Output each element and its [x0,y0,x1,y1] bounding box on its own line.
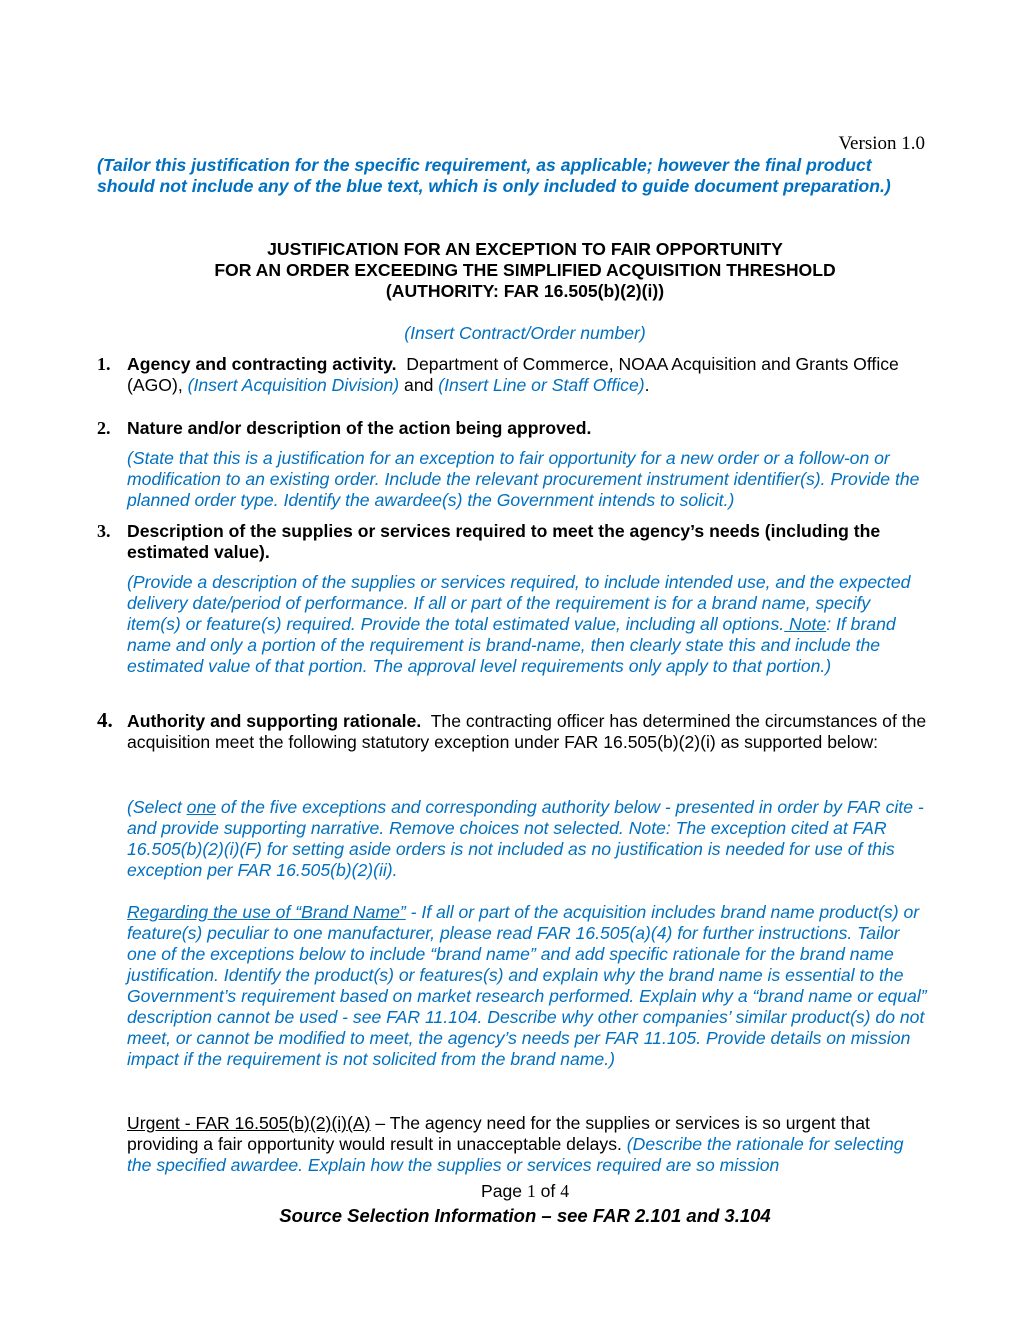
current-page: 1 [526,1181,536,1201]
source-selection-footer: Source Selection Information – see FAR 2.101 and 3.104 [0,1205,1020,1226]
emphasis-one: one [186,797,217,817]
brand-name-guidance [127,902,927,1070]
item-1 [127,354,927,396]
placeholder-division: (Insert Acquisition Division) [187,375,400,395]
guidance-text: : If brand name and only a portion of the requirement is brand-name, then clearly state this and include the estimated value of that portion. The approval level requirements only apply to that portion.) [127,614,896,676]
total-pages: 4 [560,1181,570,1201]
item-guidance [127,572,927,677]
guidance-text: (Provide a description of the supplies or services required, to include intended use, and the expected delivery date/period of performance. If all or part of the requirement is for a brand name, specify item(s) or feature(s) required. Provide the total estimated value, including all options. [127,572,911,634]
guidance-text: - If all or part of the acquisition includes brand name product(s) or feature(s) peculiar to one manufacturer, please read FAR 16.505(a)(4) for further instructions. Tailor one of the exceptions below to include “brand name” and add specific rationale for the brand name justification. Identify the product(s) or features(s) and explain why the brand name is essential to the Government’s requirement based on market research performed. Explain why a “brand name or equal” description cannot be used - see FAR 11.104. Describe why other companies’ similar product(s) do not meet, or cannot be modified to meet, the agency’s needs per FAR 11.105. Provide details on mission impact if the requirement is not solicited from the brand name.) [127,902,927,1069]
of-label: of [540,1181,556,1201]
item-heading: Agency and contracting activity. [127,354,397,374]
title-line-2: FOR AN ORDER EXCEEDING THE SIMPLIFIED ACQUISITION THRESHOLD [214,260,836,280]
item-number: 4. [97,708,113,732]
brand-name-heading: Regarding the use of “Brand Name” [127,902,406,922]
urgent-text: – The agency need for the supplies or services is so urgent that providing a fair opportunity would result in unacceptable delays. [127,1113,870,1154]
urgent-exception [127,1113,927,1176]
selection-guidance [127,797,927,881]
item-number: 1. [97,354,111,374]
page-number [0,1181,1020,1205]
period: . [644,375,650,395]
instructions-note: (Tailor this justification for the specific requirement, as applicable; however the final product should not include any of the blue text, which is only included to guide document preparation.) [97,155,891,196]
item-heading: Authority and supporting rationale. [127,711,422,731]
item-text: The contracting officer has determined the circumstances of the acquisition meet the following statutory exception under FAR 16.505(b)(2)(i) as supported below: [127,711,927,752]
item-guidance: (State that this is a justification for an exception to fair opportunity for a new order or a follow-on or modification to an existing order. Include the relevant procurement instrument identifier(s). Provide the planned order type. Identify the awardee(s) the Government intends to solicit.) [127,448,920,510]
item-heading: Nature and/or description of the action being approved. [127,418,592,438]
contract-number-placeholder: (Insert Contract/Order number) [404,323,646,343]
urgent-label: Urgent - FAR 16.505(b)(2)(i)(A) [127,1113,371,1133]
item-heading: Description of the supplies or services required to meet the agency’s needs (including the estimated value). [127,521,881,562]
conjunction: and [404,375,434,395]
note-label: Note [784,614,827,634]
version-label: Version 1.0 [838,133,925,154]
guidance-text: of the five exceptions and corresponding authority below - presented in order by FAR cite - and provide supporting narrative. Remove choices not selected. Note: The exception cited at FAR 16.505(b)(2)(i)(F) for setting aside orders is not included as no justification is needed for use of this exception per FAR 16.505(b)(2)(ii). [127,797,924,880]
item-number: 3. [97,521,111,541]
urgent-guidance: (Describe the rationale for selecting the specified awardee. Explain how the supplies or services required are so mission [127,1134,904,1175]
placeholder-office: (Insert Line or Staff Office) [438,375,645,395]
item-4 [127,711,927,753]
title-line-1: JUSTIFICATION FOR AN EXCEPTION TO FAIR OPPORTUNITY [267,239,783,259]
page-label: Page [480,1181,523,1201]
item-number: 2. [97,418,111,438]
guidance-text: (Select [127,797,187,817]
item-text: Department of Commerce, NOAA Acquisition and Grants Office (AGO), [127,354,899,395]
title-line-3: (AUTHORITY: FAR 16.505(b)(2)(i)) [385,281,665,301]
